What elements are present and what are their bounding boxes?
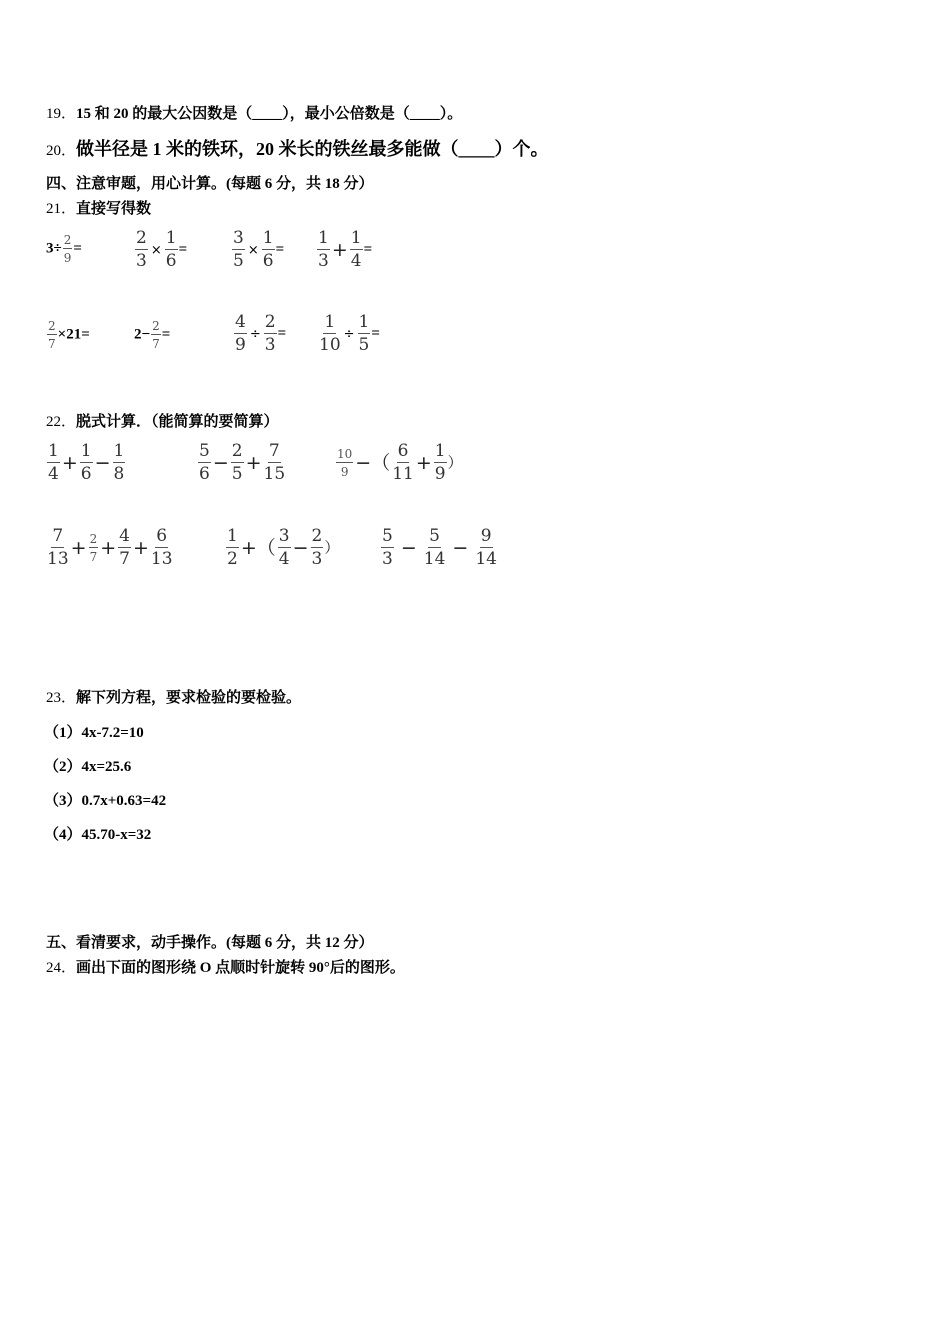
fraction <box>319 314 341 354</box>
fraction <box>350 230 363 270</box>
fraction <box>135 230 148 270</box>
fraction <box>47 443 60 483</box>
denominator: 11 <box>392 464 414 484</box>
q21-item-2 <box>134 230 187 270</box>
numerator: 3 <box>233 228 244 248</box>
fraction <box>47 528 69 568</box>
fraction <box>317 230 330 270</box>
operator: + <box>415 451 432 474</box>
fraction <box>311 528 324 568</box>
fraction <box>118 528 131 568</box>
question-23-heading <box>46 686 301 707</box>
denominator: 4 <box>278 549 290 569</box>
q21-item-1-lead: 3÷ <box>46 240 62 257</box>
denominator: 4 <box>350 251 362 271</box>
denominator: 5 <box>358 335 370 355</box>
numerator: 1 <box>227 526 238 546</box>
fraction <box>262 230 275 270</box>
operator: = <box>277 325 287 342</box>
q22-expr-2 <box>197 443 286 483</box>
fraction <box>424 528 446 568</box>
fraction <box>336 448 353 478</box>
numerator: 1 <box>113 441 125 461</box>
operator: − <box>212 451 229 474</box>
operator: × <box>247 242 259 258</box>
operator: +（ <box>240 536 276 559</box>
fraction <box>358 314 371 354</box>
numerator: 2 <box>136 228 147 248</box>
q22-expr-5 <box>225 528 339 568</box>
operator: = <box>363 241 373 258</box>
denominator: 6 <box>165 251 177 271</box>
denominator: 9 <box>235 335 246 355</box>
denominator: 6 <box>199 464 210 484</box>
numerator: 1 <box>262 228 274 248</box>
operator: + <box>61 451 78 474</box>
operator: − <box>94 451 111 474</box>
numerator: 2 <box>89 532 98 546</box>
operator: = <box>161 326 171 343</box>
denominator: 5 <box>231 464 243 484</box>
equation-3: （3）0.7x+0.63=42 <box>44 793 167 809</box>
equation-2: （2）4x=25.6 <box>44 759 132 775</box>
denominator: 9 <box>63 251 72 265</box>
numerator: 1 <box>350 228 362 248</box>
numerator: 4 <box>119 526 130 546</box>
denominator: 3 <box>382 549 393 569</box>
operator: ÷ <box>249 326 261 342</box>
fraction <box>475 528 497 568</box>
fraction <box>89 533 99 563</box>
q21-title: 直接写得数 <box>76 201 152 217</box>
operator: ×21= <box>57 326 90 343</box>
denominator: 5 <box>233 251 244 271</box>
q21-item-7 <box>233 314 286 354</box>
denominator: 9 <box>434 464 446 484</box>
numerator: 7 <box>268 441 280 461</box>
fraction <box>198 443 211 483</box>
denominator: 6 <box>262 251 274 271</box>
q21-item-1 <box>46 234 82 264</box>
numerator: 1 <box>358 312 370 332</box>
equation-1: （1）4x-7.2=10 <box>44 725 144 741</box>
fraction <box>63 234 73 264</box>
numerator: 5 <box>429 526 440 546</box>
fraction <box>264 443 286 483</box>
q19-text: 15 和 20 的最大公因数是（____），最小公倍数是（____）。 <box>76 106 463 122</box>
section-4-title: 四、注意审题，用心计算。(每题 6 分，共 18 分） <box>46 176 374 192</box>
question-19 <box>46 102 462 123</box>
denominator: 13 <box>150 549 173 569</box>
q22-title: 脱式计算．（能简算的要简算） <box>76 414 279 430</box>
operator: − <box>452 536 469 559</box>
q22-expr-3 <box>335 443 463 483</box>
q22-expr-6 <box>380 528 498 568</box>
fraction <box>113 443 126 483</box>
denominator: 8 <box>113 464 125 484</box>
question-21-heading <box>46 197 151 218</box>
denominator: 3 <box>136 251 147 271</box>
operator: × <box>150 242 162 258</box>
denominator: 14 <box>475 549 497 569</box>
numerator: 5 <box>382 526 393 546</box>
fraction <box>151 320 161 350</box>
q21-item-6 <box>134 320 170 350</box>
q24-text: 画出下面的图形绕 O 点顺时针旋转 90°后的图形。 <box>76 960 405 976</box>
fraction <box>434 443 447 483</box>
numerator: 6 <box>156 526 168 546</box>
numerator: 2 <box>63 233 72 247</box>
question-24 <box>46 956 405 977</box>
denominator: 3 <box>311 549 323 569</box>
numerator: 2 <box>48 319 56 333</box>
denominator: 15 <box>263 464 286 484</box>
operator: + <box>70 536 87 559</box>
denominator: 14 <box>423 549 446 569</box>
q19-number: 19． <box>46 106 77 122</box>
q21-item-8 <box>318 314 380 354</box>
numerator: 6 <box>397 441 409 461</box>
denominator: 4 <box>48 464 59 484</box>
denominator: 3 <box>264 335 276 355</box>
q22-number: 22． <box>46 414 77 430</box>
fraction <box>80 443 93 483</box>
denominator: 2 <box>227 549 238 569</box>
operator: = <box>73 240 82 257</box>
numerator: 1 <box>434 441 446 461</box>
numerator: 1 <box>324 312 336 332</box>
operator: − <box>292 536 309 559</box>
numerator: 2 <box>231 441 243 461</box>
equation-4: （4）45.70-x=32 <box>44 827 152 843</box>
section-5-title: 五、看清要求，动手操作。(每题 6 分，共 12 分） <box>46 935 374 951</box>
numerator: 4 <box>235 312 246 332</box>
fraction <box>278 528 291 568</box>
operator: −（ <box>355 451 391 474</box>
operator: + <box>100 536 117 559</box>
q20-number: 20． <box>46 143 77 159</box>
denominator: 6 <box>80 464 92 484</box>
denominator: 10 <box>319 335 341 355</box>
operator: = <box>178 241 188 258</box>
q22-expr-1 <box>46 443 126 483</box>
denominator: 7 <box>48 337 56 351</box>
operator: + <box>331 238 348 261</box>
fraction <box>264 314 277 354</box>
q21-item-5 <box>46 320 90 350</box>
numerator: 3 <box>278 526 290 546</box>
numerator: 5 <box>199 441 210 461</box>
numerator: 1 <box>318 228 329 248</box>
operator: = <box>275 241 285 258</box>
numerator: 1 <box>80 441 92 461</box>
q24-number: 24． <box>46 960 77 976</box>
q21-item-4 <box>316 230 372 270</box>
denominator: 7 <box>119 549 130 569</box>
fraction <box>234 314 247 354</box>
q23-title: 解下列方程，要求检验的要检验。 <box>76 690 302 706</box>
numerator: 2 <box>264 312 276 332</box>
fraction <box>47 320 57 350</box>
fraction <box>165 230 178 270</box>
fraction <box>231 443 244 483</box>
fraction <box>151 528 173 568</box>
numerator: 1 <box>165 228 177 248</box>
numerator: 9 <box>480 526 492 546</box>
denominator: 7 <box>152 337 160 351</box>
q20-text: 做半径是 1 米的铁环，20 米长的铁丝最多能做（____）个。 <box>76 139 549 159</box>
operator: ） <box>447 453 463 472</box>
numerator: 2 <box>152 319 160 333</box>
numerator: 1 <box>48 441 59 461</box>
denominator: 9 <box>340 465 349 479</box>
operator: ÷ <box>343 326 355 342</box>
numerator: 2 <box>311 526 323 546</box>
fraction <box>226 528 239 568</box>
fraction <box>232 230 245 270</box>
denominator: 13 <box>47 549 69 569</box>
question-20 <box>46 135 549 161</box>
denominator: 7 <box>89 550 98 564</box>
operator: − <box>400 536 417 559</box>
operator: + <box>245 451 262 474</box>
q21-item-3 <box>231 230 284 270</box>
operator: + <box>132 536 149 559</box>
question-22-heading <box>46 410 279 431</box>
operator: 2− <box>134 326 151 343</box>
operator: ） <box>324 538 340 557</box>
numerator: 7 <box>52 526 64 546</box>
fraction <box>381 528 394 568</box>
fraction <box>392 443 414 483</box>
operator: = <box>371 325 380 342</box>
q21-number: 21． <box>46 201 77 217</box>
q23-number: 23． <box>46 690 77 706</box>
numerator: 10 <box>337 447 353 461</box>
denominator: 3 <box>318 251 329 271</box>
q22-expr-4 <box>46 528 174 568</box>
